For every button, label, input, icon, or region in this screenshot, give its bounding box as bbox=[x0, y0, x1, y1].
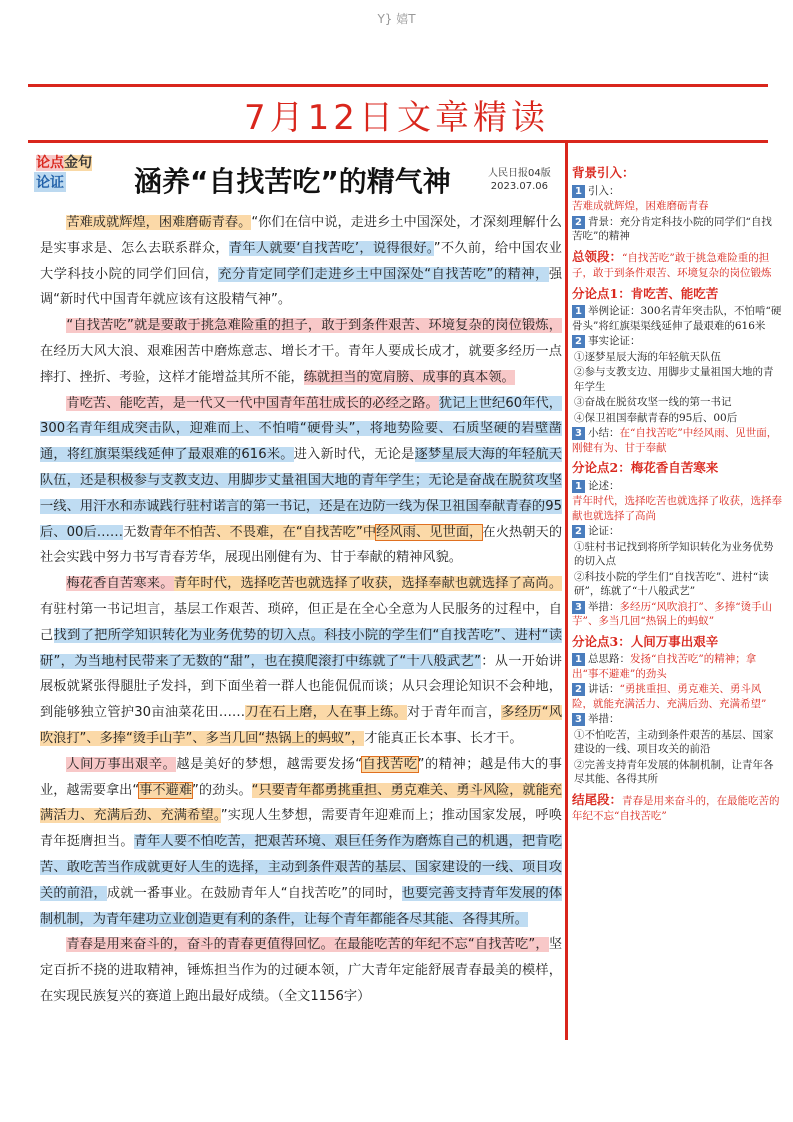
number-badge: 1 bbox=[572, 653, 585, 666]
note-text: 小结： bbox=[588, 427, 620, 439]
text: ”不久前，给中国农业大学科技小院的同学们回信， bbox=[40, 240, 562, 282]
note-heading bbox=[572, 793, 782, 824]
note-text: 讲话： bbox=[588, 683, 620, 695]
note-item bbox=[572, 334, 782, 349]
note-text: 事实论证： bbox=[588, 335, 641, 347]
note-text: 多经历“风吹浪打”、多捧“烫手山芋”、多当几回“热锅上的蚂蚁” bbox=[572, 600, 773, 627]
highlight-lunzheng: 还是积极参与支教支边、用脚步丈量祖国大地的青年学生； bbox=[80, 472, 429, 488]
note-item bbox=[572, 524, 782, 539]
note-list-item: ②参与支教支边、用脚步丈量祖国大地的青年学生 bbox=[574, 366, 774, 393]
article-body bbox=[40, 210, 562, 1010]
number-badge: 3 bbox=[572, 427, 585, 440]
text: ”实现人生梦想，需要青年迎难而上；推动国家发展，呼唤青年挺膺担当。 bbox=[40, 808, 562, 850]
number-badge: 3 bbox=[572, 601, 585, 614]
highlight-lundian: 肯吃苦、能吃苦，是一代又一代中国青年茁壮成长的必经之路。 bbox=[66, 395, 439, 411]
note-text: 总思路： bbox=[588, 653, 630, 665]
highlight-jinju: 刀在石上磨，人在事上练。 bbox=[245, 705, 407, 721]
note-heading-label: 结尾段： bbox=[572, 791, 623, 807]
number-badge: 2 bbox=[572, 525, 585, 538]
highlight-jinju: 多经历“风吹浪打”、多捧“烫手山芋”、多当几回“热锅上的蚂蚁”， bbox=[40, 705, 563, 746]
note-heading bbox=[572, 250, 782, 281]
title-divider bbox=[28, 140, 768, 143]
paragraph-4 bbox=[40, 571, 562, 752]
legend-jinju: 金句 bbox=[64, 155, 92, 171]
note-list-item: ①驻村书记找到将所学知识转化为业务优势的切入点 bbox=[574, 540, 774, 567]
note-item bbox=[572, 652, 782, 681]
note-item bbox=[572, 682, 782, 711]
text: 在火热朝天的社会实践中努力书写青春芳华，展现出刚健有为、甘于奉献的精神风貌。 bbox=[40, 524, 563, 566]
note-heading: 分论点1：肯吃苦、能吃苦 bbox=[572, 285, 719, 301]
note-heading-label: 总领段： bbox=[572, 248, 623, 264]
highlight-lundian: 梅花香自苦寒来。 bbox=[66, 576, 174, 592]
text: 在经历大风大浪、艰难困苦中磨炼意志、增长才干。青年人要成长成才，就要多经历一点摔打、挫折、考验，这样才能增益其所不能， bbox=[40, 343, 562, 385]
note-text: 青年时代，选择吃苦也就选择了收获，选择奉献也就选择了高尚 bbox=[572, 495, 782, 522]
note-item bbox=[572, 426, 782, 455]
note-text: 背景：充分肯定科技小院的同学们“自找苦吃”的精神 bbox=[572, 215, 772, 242]
watermark: Y} 嬉T bbox=[377, 12, 416, 26]
note-item bbox=[572, 600, 782, 629]
highlight-lunzheng: 无论是奋战在脱贫攻坚一线、用汗水和赤诚践行驻村诺言的第一书记， bbox=[40, 472, 563, 514]
text: 强调“新时代中国青年就应该有这股精气神”。 bbox=[40, 266, 562, 308]
note-heading: 分论点3：人间万事出艰辛 bbox=[572, 633, 719, 649]
note-item bbox=[572, 304, 782, 333]
highlight-lunzheng: 充分肯定同学们走进乡土中国深处“自找苦吃”的精神， bbox=[218, 266, 549, 282]
number-badge: 1 bbox=[572, 185, 585, 198]
highlight-lunzheng: 找到了把所学知识转化为业务优势的切入点。 bbox=[53, 627, 325, 643]
note-list-item: ④保卫祖国奉献青春的95后、00后 bbox=[574, 411, 738, 424]
text: 对于青年而言， bbox=[407, 705, 502, 721]
highlight-lunzheng: 青年人要不怕吃苦，把艰苦环境、艰巨任务作为磨炼自己的机遇，把肯吃苦、敢吃苦当作成就更好人生的选择，主动到条件艰苦的基层、国家建设的一线、项目攻关的前沿， bbox=[40, 834, 563, 901]
page-title: 7月12日文章精读 bbox=[244, 98, 549, 138]
note-item bbox=[572, 184, 782, 199]
number-badge: 1 bbox=[572, 305, 585, 318]
text: ”的精神；越是伟大的事业，越需要拿出“ bbox=[40, 756, 562, 798]
highlight-lundian: 青春是用来奋斗的，奋斗的青春更值得回忆。在最能吃苦的年纪不忘“自找苦吃”， bbox=[66, 937, 549, 953]
text: 无数 bbox=[123, 524, 150, 540]
number-badge: 2 bbox=[572, 683, 585, 696]
number-badge: 2 bbox=[572, 216, 585, 229]
highlight-lunzheng: 科技小院的学生们“自找苦吃”、进村“读研”，为当地村民带来了无数的“甜”，也在摸爬滚打中练就了“十八般武艺” bbox=[40, 627, 563, 669]
paragraph-1 bbox=[40, 210, 562, 313]
highlight-lundian: 人间万事出艰辛。 bbox=[66, 756, 177, 772]
paragraph-2 bbox=[40, 313, 562, 390]
highlight-jinju: 苦难成就辉煌，困难磨砺青春。 bbox=[66, 215, 252, 230]
highlight-lunzheng: 逐梦星辰大海的年轻航天队伍， bbox=[40, 447, 563, 488]
text: 进入新时代，无论是 bbox=[293, 447, 415, 463]
number-badge: 3 bbox=[572, 713, 585, 726]
highlight-lunzheng: 也要完善支持青年发展的体制机制，为青年建功立业创造更有利的条件，让每个青年都能各尽其能、各得其所。 bbox=[40, 885, 563, 927]
note-text: “自找苦吃”敢于挑急难险重的担子，敢于到条件艰苦、环境复杂的岗位锻炼 bbox=[572, 251, 772, 279]
source-name: 人民日报04版 bbox=[488, 168, 551, 179]
paragraph-5 bbox=[40, 752, 562, 933]
note-item bbox=[572, 215, 782, 244]
highlight-lunzheng: 犹记上世纪60年代，300名青年组成突击队，迎难而上、不怕啃“硬骨头”，将地势险要、石质坚硬的岩壁凿通，将红旗渠渠线延伸了最艰难的616米。 bbox=[40, 395, 562, 463]
note-text: 举措： bbox=[588, 713, 620, 725]
number-badge: 2 bbox=[572, 335, 585, 348]
paragraph-3 bbox=[40, 391, 562, 572]
source-date: 2023.07.06 bbox=[490, 181, 548, 192]
legend-tag-1 bbox=[34, 152, 94, 172]
boxed-jinju: 经风雨、见世面， bbox=[376, 524, 483, 540]
note-item bbox=[572, 479, 782, 494]
boxed-jinju: 自找苦吃 bbox=[362, 756, 418, 772]
note-text: 举措： bbox=[588, 600, 620, 613]
text: ”的劲头。 bbox=[192, 782, 252, 798]
text: “你们在信中说，走进乡土中国深处，才深刻理解什么是实事求是、怎么去联系群众， bbox=[40, 215, 562, 256]
highlight-lundian: “自找苦吃”就是要敢于挑急难险重的担子，敢于到条件艰苦、环境复杂的岗位锻炼， bbox=[66, 318, 562, 334]
highlight-jinju: “只要青年都勇挑重担、勇克难关、勇斗风险，就能充满活力、充满后劲、充满希望。 bbox=[40, 782, 562, 824]
column-divider bbox=[565, 140, 568, 1040]
note-list-item: ①逐梦星辰大海的年轻航天队伍 bbox=[574, 350, 721, 363]
article-source bbox=[488, 167, 551, 193]
note-heading: 背景引入： bbox=[572, 165, 635, 180]
note-list-item: ③奋战在脱贫攻坚一线的第一书记 bbox=[574, 396, 732, 408]
boxed-jinju: 事不避难 bbox=[139, 782, 193, 798]
sidebar-notes bbox=[572, 160, 782, 827]
note-heading: 分论点2：梅花香自苦寒来 bbox=[572, 460, 719, 475]
note-text: 在“自找苦吃”中经风雨、见世面，刚健有为、甘于奉献 bbox=[572, 427, 778, 454]
article-title: 涵养“自找苦吃”的精气神 bbox=[134, 165, 451, 198]
note-text: 论述： bbox=[588, 479, 620, 492]
highlight-lunzheng: 还是在边防一线为保卫祖国奉献青春的95后、00后…… bbox=[40, 498, 563, 540]
text: 坚定百折不挠的进取精神，锤炼担当作为的过硬本领，广大青年定能舒展青春最美的模样，在实现民族复兴的赛道上跑出最好成绩。（全文1156字） bbox=[40, 937, 562, 1004]
note-text: 发扬“自找苦吃”的精神；拿出“事不避难”的劲头 bbox=[572, 653, 757, 680]
highlight-lunzheng: 青年人就要‘自找苦吃’，说得很好。 bbox=[228, 240, 434, 256]
number-badge: 1 bbox=[572, 480, 585, 493]
note-text: 举例论证：300名青年突击队，不怕啃“硬骨头”将红旗渠渠线延伸了最艰难的616米 bbox=[572, 305, 782, 332]
note-text: 青春是用来奋斗的，在最能吃苦的年纪不忘“自找苦吃” bbox=[572, 794, 780, 822]
note-text: 引入： bbox=[588, 184, 620, 197]
note-list-item: ②科技小院的学生们“自找苦吃”、进村“读研”，练就了“十八般武艺” bbox=[574, 570, 769, 597]
highlight-lundian: 练就担当的宽肩膀、成事的真本领。 bbox=[303, 369, 515, 385]
legend-lunzheng: 论证 bbox=[34, 172, 66, 192]
text: 才能真正长本事、长才干。 bbox=[364, 730, 523, 746]
note-item bbox=[572, 712, 782, 727]
text: 成就一番事业。在鼓励青年人“自找苦吃”的同时， bbox=[106, 885, 402, 901]
text: 越是美好的梦想，越需要发扬“ bbox=[176, 756, 363, 772]
note-list-item: ②完善支持青年发展的体制机制，让青年各尽其能、各得其所 bbox=[574, 758, 774, 785]
note-text: 苦难成就辉煌，困难磨砺青春 bbox=[572, 200, 709, 212]
top-divider bbox=[28, 84, 768, 87]
note-text: “勇挑重担、勇克难关、勇斗风险，就能充满活力、充满后劲、充满希望” bbox=[572, 683, 767, 710]
highlight-jinju: 青年不怕苦、不畏难，在“自找苦吃”中 bbox=[149, 524, 377, 540]
note-text: 论证： bbox=[588, 525, 620, 537]
legend-lundian: 论点 bbox=[36, 155, 64, 171]
text: ：从一开始讲展板就紧张得腿肚子发抖，到下面坐着一群人也能侃侃而谈；从只会理论知识不会种地，到能够独立管护30亩油菜花田…… bbox=[40, 653, 562, 721]
highlight-jinju: 青年时代，选择吃苦也就选择了收获，选择奉献也就选择了高尚。 bbox=[173, 576, 563, 592]
paragraph-6 bbox=[40, 932, 562, 1009]
note-list-item: ①不怕吃苦，主动到条件艰苦的基层、国家建设的一线、项目攻关的前沿 bbox=[574, 728, 774, 755]
text: 有驻村第一书记坦言，基层工作艰苦、琐碎，但正是在全心全意为人民服务的过程中，自己 bbox=[40, 601, 562, 643]
